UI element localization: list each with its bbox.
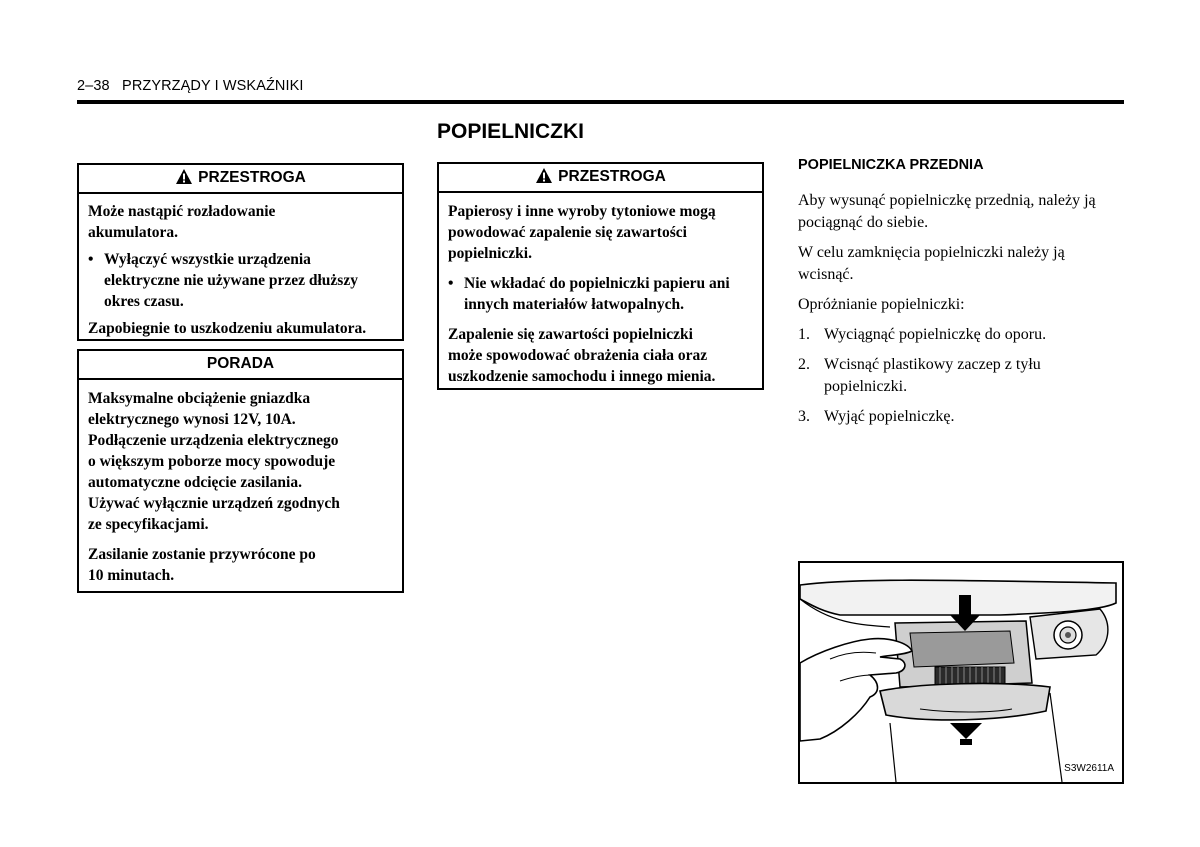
- fire-outro-line3: uszkodzenie samochodu i innego mienia.: [448, 368, 716, 385]
- fire-intro-line2: powodować zapalenie się zawartości: [448, 224, 687, 241]
- fire-bullet-line2: innych materiałów łatwopalnych.: [464, 296, 685, 313]
- battery-intro-line1: Może nastąpić rozładowanie: [88, 203, 276, 220]
- step-text: Wyciągnąć popielniczkę do oporu.: [824, 326, 1047, 343]
- caution-title: PRZESTROGA: [558, 168, 666, 185]
- caution-box-header: [79, 165, 402, 194]
- tip-line: Maksymalne obciążenie gniazdka: [88, 390, 311, 407]
- step-text: Wcisnąć plastikowy zaczep z tyłu: [824, 356, 1041, 373]
- tip-line: elektrycznego wynosi 12V, 10A.: [88, 411, 296, 428]
- fire-intro-line3: popielniczki.: [448, 245, 532, 262]
- step-item: [798, 406, 1128, 428]
- battery-bullet-line1: Wyłączyć wszystkie urządzenia: [104, 251, 311, 268]
- caution-title: PRZESTROGA: [198, 169, 306, 186]
- front-ashtray-section: [798, 155, 1128, 436]
- battery-intro-line2: akumulatora.: [88, 224, 178, 241]
- warning-triangle-icon: [535, 167, 553, 193]
- battery-outro: Zapobiegnie to uszkodzeniu akumulatora.: [88, 320, 367, 337]
- caution-box-header: [439, 164, 762, 193]
- step-number: 1.: [798, 326, 810, 343]
- tip-line: Używać wyłącznie urządzeń zgodnych: [88, 495, 340, 512]
- battery-bullet-line2: elektryczne nie używane przez dłuższy: [104, 272, 358, 289]
- step-number: 2.: [798, 356, 810, 373]
- para1-line2: pociągnąć do siebie.: [798, 214, 929, 231]
- caution-box-battery: [77, 163, 404, 341]
- battery-bullet-line3: okres czasu.: [104, 293, 184, 310]
- header-rule: [77, 100, 1124, 104]
- para2-line2: wcisnąć.: [798, 266, 854, 283]
- step-text: Wyjąć popielniczkę.: [824, 408, 955, 425]
- tip-box-header: PORADA: [79, 351, 402, 380]
- fire-outro-line1: Zapalenie się zawartości popielniczki: [448, 326, 693, 343]
- battery-bullet: [88, 249, 393, 312]
- tip-outro-line2: 10 minutach.: [88, 567, 175, 584]
- warning-triangle-icon: [175, 168, 193, 194]
- front-ashtray-title: POPIELNICZKA PRZEDNIA: [798, 157, 984, 173]
- fire-bullet-line1: Nie wkładać do popielniczki papieru ani: [464, 275, 730, 292]
- figure-code: S3W2611A: [1064, 763, 1114, 774]
- tip-box: [77, 349, 404, 593]
- para2-line1: W celu zamknięcia popielniczki należy ją: [798, 244, 1065, 261]
- tip-line: o większym poborze mocy spowoduje: [88, 453, 336, 470]
- ashtray-illustration-icon: [800, 563, 1122, 782]
- step-item: [798, 354, 1128, 398]
- tip-line: ze specyfikacjami.: [88, 516, 209, 533]
- section-title: POPIELNICZKI: [437, 120, 585, 143]
- tip-line: Podłączenie urządzenia elektrycznego: [88, 432, 339, 449]
- para1-line1: Aby wysunąć popielniczkę przednią, należy ją: [798, 192, 1096, 209]
- tip-line: automatyczne odcięcie zasilania.: [88, 474, 302, 491]
- tip-outro-line1: Zasilanie zostanie przywrócone po: [88, 546, 316, 563]
- fire-bullet: [448, 273, 753, 315]
- fire-intro-line1: Papierosy i inne wyroby tytoniowe mogą: [448, 203, 716, 220]
- step-number: 3.: [798, 408, 810, 425]
- fire-outro-line2: może spowodować obrażenia ciała oraz: [448, 347, 708, 364]
- step-text-cont: popielniczki.: [824, 378, 908, 395]
- para3: Opróżnianie popielniczki:: [798, 296, 965, 313]
- caution-box-fire: [437, 162, 764, 390]
- page-header: 2–38 PRZYRZĄDY I WSKAŹNIKI: [77, 78, 304, 94]
- step-item: [798, 324, 1128, 346]
- ashtray-figure: [798, 561, 1124, 784]
